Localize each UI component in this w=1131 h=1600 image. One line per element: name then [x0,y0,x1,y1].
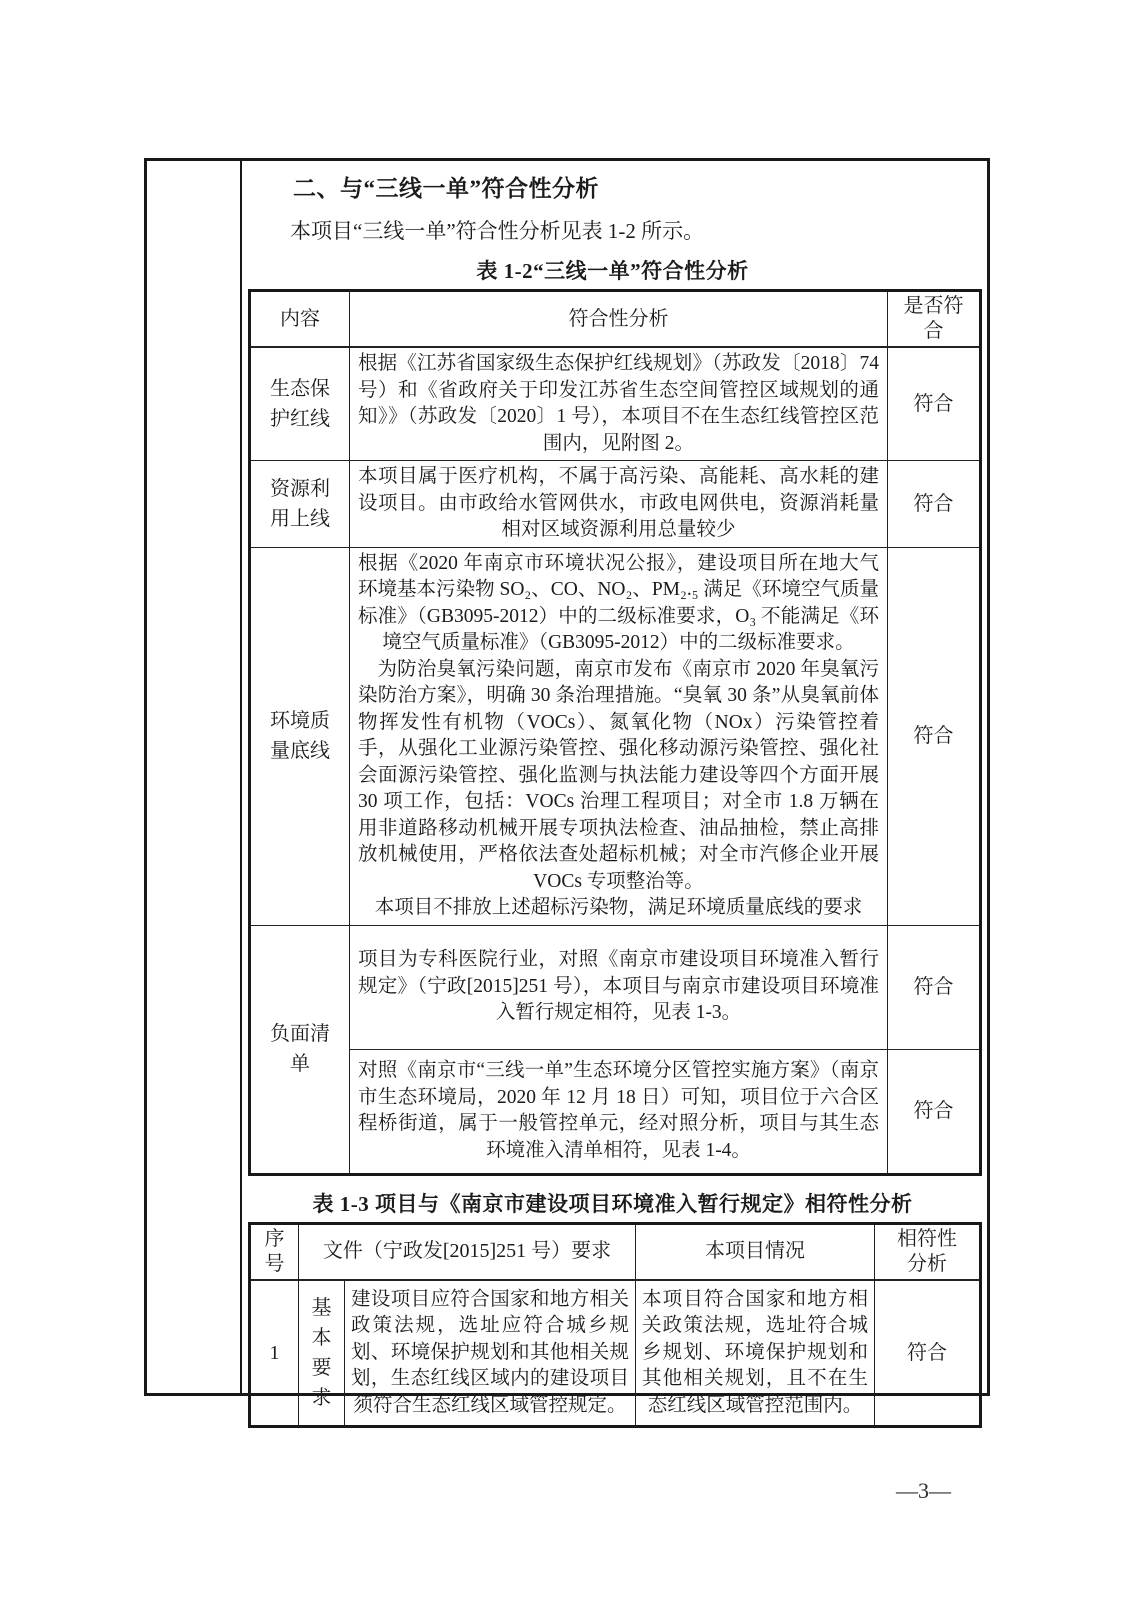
analysis-text [350,547,888,925]
compliance-status: 符合 [888,347,981,461]
analysis-paragraph: 本项目不排放上述超标污染物，满足环境质量底线的要求 [374,897,863,918]
row-label: 环境质量底线 [250,547,350,925]
column-header-requirement: 文件（宁政发[2015]251 号）要求 [299,1223,636,1280]
analysis-text: 对照《南京市“三线一单”生态环境分区管控实施方案》（南京市生态环境局，2020 年 12 月 18 日）可知，项目位于六合区程桥街道，属于一般管控单元，经对照分析，项目与其生态环境准入清单相符，见表 1-4。 [350,1049,888,1174]
analysis-text: 本项目属于医疗机构，不属于高污染、高能耗、高水耗的建设项目。由市政给水管网供水，市政电网供电，资源消耗量相对区域资源利用总量较少 [350,461,888,548]
table-row-environment-quality [250,547,981,925]
row-index: 1 [250,1280,299,1427]
side-column [147,161,242,1393]
column-header-analysis: 符合性分析 [350,291,888,348]
page-frame [144,158,990,1416]
column-header-project: 本项目情况 [636,1223,875,1280]
compliance-status: 符合 [888,1049,981,1174]
table-row-resource-limit [250,461,981,548]
compliance-status: 符合 [875,1280,981,1427]
row-label: 生态保护红线 [250,347,350,461]
project-situation-text: 本项目符合国家和地方相关政策法规，选址符合城乡规划、环境保护规划和其他相关规划，且不在生态红线区域管控范围内。 [636,1280,875,1427]
column-header-compliance: 是否符合 [888,291,981,348]
compliance-status: 符合 [888,461,981,548]
table-1-3-caption: 表 1-3 项目与《南京市建设项目环境准入暂行规定》相符性分析 [312,1191,913,1216]
requirement-text: 建设项目应符合国家和地方相关政策法规，选址应符合城乡规划、环境保护规划和其他相关规划，生态红线区域内的建设项目须符合生态红线区域管控规定。 [345,1280,636,1427]
table-row-negative-list-2 [250,1049,981,1174]
table-row-ecological-redline [250,347,981,461]
compliance-status: 符合 [888,547,981,925]
table-1-3 [248,1222,982,1429]
analysis-paragraph: 根据《2020 年南京市环境状况公报》，建设项目所在地大气环境基本污染物 SO₂、CO、NO₂、PM₂.₅ 满足《环境空气质量标准》（GB3095-2012）中的二级标准要求，O₃ 不能满足《环境空气质量标准》（GB3095-2012）中的二级标准要求。 [358,552,879,653]
column-header-index: 序号 [250,1223,299,1280]
table-1-2-caption: 表 1-2“三线一单”符合性分析 [476,259,749,283]
column-header-content: 内容 [250,291,350,348]
compliance-status: 符合 [888,925,981,1049]
table-1-2 [248,289,982,1176]
row-label: 负面清单 [250,925,350,1174]
column-header-analysis: 相符性分析 [875,1223,981,1280]
section-heading: 二、与“三线一单”符合性分析 [293,176,599,201]
table-row-negative-list-1 [250,925,981,1049]
page-number: —3— [896,1478,951,1503]
analysis-text: 根据《江苏省国家级生态保护红线规划》（苏政发〔2018〕74 号）和《省政府关于印发江苏省生态空间管控区域规划的通知》》（苏政发〔2020〕1 号），本项目不在生态红线管控区范围内，见附图 2。 [350,347,888,461]
row-category: 基本要求 [299,1280,345,1427]
analysis-paragraph: 为防治臭氧污染问题，南京市发布《南京市 2020 年臭氧污染防治方案》，明确 30 条治理措施。“臭氧 30 条”从臭氧前体物挥发性有机物（VOCs）、氮氧化物（NOx）污染管控着手，从强化工业源污染管控、强化移动源污染管控、强化社会面源污染管控、强化监测与执法能力建设等四个方面开展 30 项工作，包括：VOCs 治理工程项目；对全市 1.8 万辆在用非道路移动机械开展专项执法检查、油品抽检，禁止高排放机械使用，严格依法查处超标机械；对全市汽修企业开展 VOCs 专项整治等。 [358,658,879,892]
table-row-basic-requirement [250,1280,981,1427]
analysis-text: 项目为专科医院行业，对照《南京市建设项目环境准入暂行规定》（宁政[2015]251 号），本项目与南京市建设项目环境准入暂行规定相符，见表 1-3。 [350,925,888,1049]
row-label: 资源利用上线 [250,461,350,548]
table-1-2-header-row [250,291,981,348]
content-area [244,161,987,1416]
intro-paragraph: 本项目“三线一单”符合性分析见表 1-2 所示。 [290,219,705,243]
table-1-3-header-row [250,1223,981,1280]
